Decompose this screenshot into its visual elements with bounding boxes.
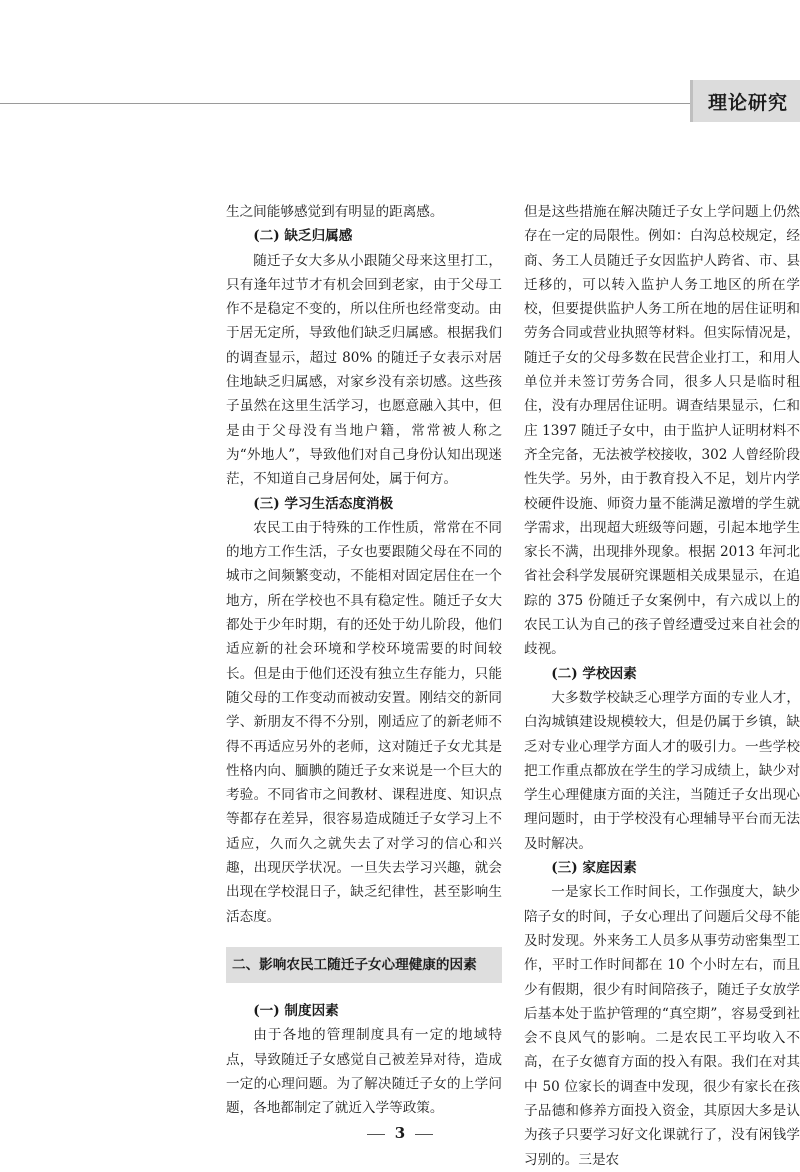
paragraph: 随迁子女大多从小跟随父母来这里打工，只有逢年过节才有机会回到老家，由于父母工作不是稳定不变的，所以住所也经常变动。由于居无定所，导致他们缺乏归属感。根据我们的调查显示，超过 80% 的随迁子女表示对居住地缺乏归属感，对家乡没有亲切感。这些孩子虽然在这里生活学习，也愿意融入其中，但是由于父母没有当地户籍，常常被人称之为“外地人”，导致他们对自己身份认知出现迷茫，不知道自己身居何处，属于何方。 (226, 252, 502, 488)
paragraph: 一是家长工作时间长，工作强度大，缺少陪子女的时间，子女心理出了问题后父母不能及时发现。外来务工人员多从事劳动密集型工作，平时工作时间都在 10 个小时左右，而且少有假期，很少有时间陪孩子，随迁子女放学后基本处于监护管理的“真空期”，容易受到社会不良风气的影响。二是农民工平均收入不高，在子女德育方面的投入有限。我们在对其中 50 位家长的调查中发现，很少有家长在孩子品德和修养方面投入资金，其原因大多是认为孩子只要学习好文化课就行了，没有闲钱学习别的。三是农 (524, 884, 800, 1168)
paragraph: 由于各地的管理制度具有一定的地域特点，导致随迁子女感觉自己被差异对待，造成一定的心理问题。为了解决随迁子女的上学问题，各地都制定了就近入学等政策。 (226, 1027, 502, 1117)
subheading: (二) 学校因素 (551, 665, 637, 682)
dash-left (367, 1134, 385, 1135)
section-label: 理论研究 (690, 80, 800, 122)
paragraph: 农民工由于特殊的工作性质，常常在不同的地方工作生活，子女也要跟随父母在不同的城市之间频繁变动，不能相对固定居住在一个地方，所在学校也不具有稳定性。随迁子女大都处于少年时期，有的还处于幼儿阶段，他们适应新的社会环境和学校环境需要的时间较长。但是由于他们还没有独立生存能力，只能随父母的工作变动而被动安置。刚结交的新同学、新朋友不得不分别，刚适应了的新老师不得不再适应另外的老师，这对随迁子女尤其是性格内向、腼腆的随迁子女来说是一个巨大的考验。不同省市之间教材、课程进度、知识点等都存在差异，很容易造成随迁子女学习上不适应，久而久之就失去了对学习的信心和兴趣，出现厌学状况。一旦失去学习兴趣，就会出现在学校混日子，缺乏纪律性，甚至影响生活态度。 (226, 519, 502, 925)
header-rule (0, 103, 690, 104)
left-column (226, 200, 502, 1120)
dash-right (415, 1134, 433, 1135)
section-title: 二、影响农民工随迁子女心理健康的因素 (226, 947, 502, 983)
paragraph: 大多数学校缺乏心理学方面的专业人才，白沟城镇建设规模较大，但是仍属于乡镇，缺乏对专业心理学方面人才的吸引力。一些学校把工作重点都放在学生的学习成绩上，缺少对学生心理健康方面的关注，当随迁子女出现心理问题时，由于学校没有心理辅导平台而无法及时解决。 (524, 689, 800, 852)
subheading: (三) 家庭因素 (551, 860, 637, 877)
page-number (0, 1124, 800, 1142)
subheading: (三) 学习生活态度消极 (253, 495, 394, 512)
paragraph: 生之间能够感觉到有明显的距离感。 (226, 204, 444, 220)
paragraph: 但是这些措施在解决随迁子女上学问题上仍然存在一定的局限性。例如：白沟总校规定，经商、务工人员随迁子女因监护人跨省、市、县迁移的，可以转入监护人务工地区的所在学校，但要提供监护人务工所在地的居住证明和劳务合同或营业执照等材料。但实际情况是，随迁子女的父母多数在民营企业打工，和用人单位并未签订劳务合同，很多人只是临时租住，没有办理居住证明。调查结果显示，仁和庄 1397 随迁子女中，由于监护人证明材料不齐全完备，无法被学校接收，302 人曾经阶段性失学。另外，由于教育投入不足，划片内学校硬件设施、师资力量不能满足激增的学生就学需求，出现超大班级等问题，引起本地学生家长不满，出现排外现象。根据 2013 年河北省社会科学发展研究课题相关成果显示，在追踪的 375 份随迁子女案例中，有六成以上的农民工认为自己的孩子曾经遭受过来自社会的歧视。 (524, 204, 800, 658)
page-number-text: 3 (394, 1124, 406, 1142)
right-column (524, 200, 800, 1172)
subheading: (一) 制度因素 (253, 1002, 339, 1019)
subheading: (二) 缺乏归属感 (253, 228, 353, 245)
